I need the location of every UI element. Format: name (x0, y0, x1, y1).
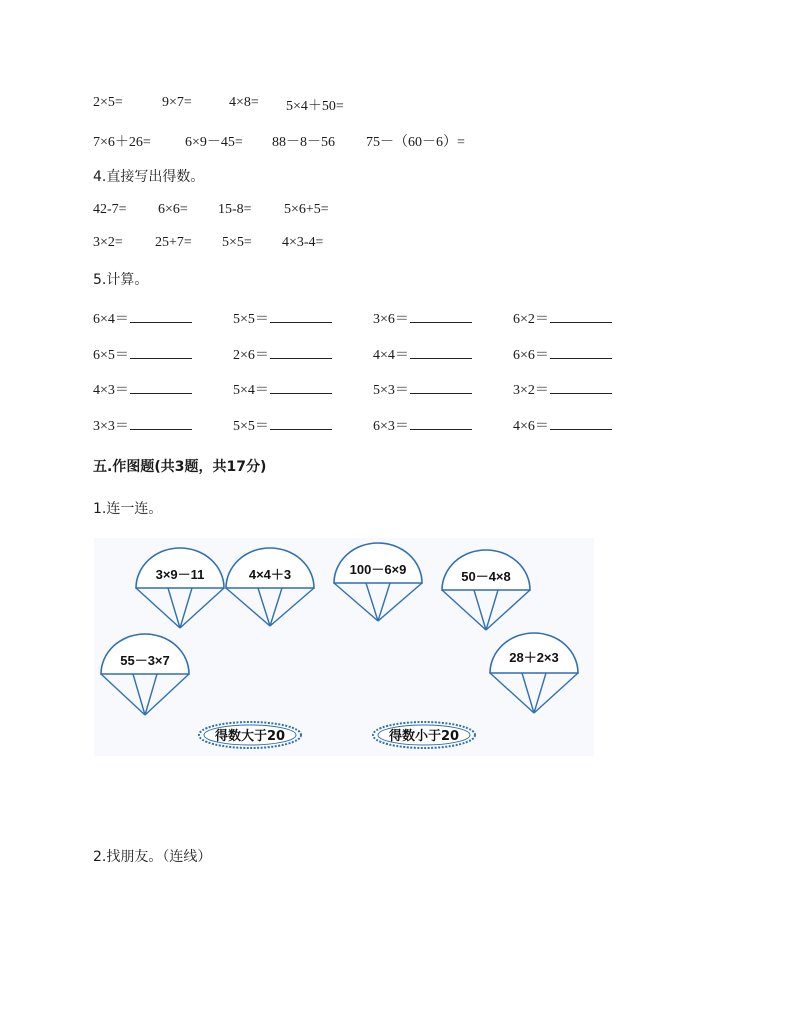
expr: 75－（60－6）= (366, 135, 465, 150)
parachute-expression: 28＋2×3 (509, 650, 559, 665)
expr: 4×3＝ (93, 383, 129, 398)
parachute-figure-svg (94, 538, 594, 756)
parachute-expression: 55－3×7 (120, 653, 170, 668)
parachute-figure (94, 538, 594, 761)
parachute-expression: 4×4＋3 (248, 567, 292, 582)
blank-item (233, 415, 332, 435)
blank-item (373, 308, 472, 328)
expr: 15-8= (218, 202, 252, 217)
expr: 4×4＝ (373, 348, 409, 363)
expr: 3×6＝ (373, 312, 409, 327)
answer-blank[interactable] (410, 380, 472, 394)
q1-title: 1.连一连。 (93, 501, 163, 517)
blank-item (373, 415, 472, 435)
answer-blank[interactable] (270, 309, 332, 323)
expr: 2×6＝ (233, 348, 269, 363)
expr: 3×2＝ (513, 383, 549, 398)
blank-item (233, 379, 332, 399)
expr: 4×8= (229, 95, 259, 110)
parachute-expression: 3×9－11 (155, 567, 205, 582)
expr: 6×3＝ (373, 419, 409, 434)
answer-blank[interactable] (550, 380, 612, 394)
expr: 5×6+5= (284, 202, 329, 217)
answer-blank[interactable] (130, 309, 192, 323)
expr: 5×3＝ (373, 383, 409, 398)
answer-blank[interactable] (270, 380, 332, 394)
answer-blank[interactable] (550, 345, 612, 359)
expr: 6×6＝ (513, 348, 549, 363)
q5-title: 5.计算。 (93, 272, 149, 288)
expr: 6×4＝ (93, 312, 129, 327)
blank-item (373, 379, 472, 399)
expr: 5×5= (222, 235, 252, 250)
blank-item (513, 379, 612, 399)
expr: 5×5＝ (233, 312, 269, 327)
expr: 6×9－45= (185, 135, 243, 150)
blank-item (93, 344, 192, 364)
blank-item (513, 415, 612, 435)
blank-item (513, 344, 612, 364)
expr: 4×6＝ (513, 419, 549, 434)
blank-item (93, 379, 192, 399)
label-text: 得数大于20 (214, 729, 286, 744)
parachute-expression: 100－6×9 (349, 562, 407, 577)
target-label[interactable] (199, 722, 301, 748)
answer-blank[interactable] (410, 345, 472, 359)
expr: 6×5＝ (93, 348, 129, 363)
q2-title: 2.找朋友。（连线） (93, 849, 212, 865)
answer-blank[interactable] (130, 380, 192, 394)
q4-title: 4.直接写出得数。 (93, 169, 205, 185)
expr: 9×7= (162, 95, 192, 110)
answer-blank[interactable] (550, 309, 612, 323)
expr: 5×4＝ (233, 383, 269, 398)
blank-item (513, 308, 612, 328)
expr: 88－8－56 (272, 135, 335, 150)
expr: 3×2= (93, 235, 123, 250)
answer-blank[interactable] (130, 416, 192, 430)
expr: 6×6= (158, 202, 188, 217)
expr: 25+7= (155, 235, 192, 250)
expr: 5×4＋50= (286, 99, 344, 114)
blank-item (233, 344, 332, 364)
blank-item (93, 308, 192, 328)
section-title: 五.作图题(共3题，共17分) (93, 459, 267, 475)
expr: 7×6＋26= (93, 135, 151, 150)
expr: 3×3＝ (93, 419, 129, 434)
blank-item (93, 415, 192, 435)
answer-blank[interactable] (410, 416, 472, 430)
answer-blank[interactable] (410, 309, 472, 323)
blank-item (373, 344, 472, 364)
label-text: 得数小于20 (388, 729, 460, 744)
expr: 4×3-4= (282, 235, 324, 250)
blank-item (233, 308, 332, 328)
parachute-expression: 50－4×8 (461, 569, 511, 584)
expr: 6×2＝ (513, 312, 549, 327)
expr: 5×5＝ (233, 419, 269, 434)
answer-blank[interactable] (130, 345, 192, 359)
expr: 42-7= (93, 202, 127, 217)
target-label[interactable] (373, 722, 475, 748)
answer-blank[interactable] (270, 416, 332, 430)
answer-blank[interactable] (270, 345, 332, 359)
expr: 2×5= (93, 95, 123, 110)
answer-blank[interactable] (550, 416, 612, 430)
